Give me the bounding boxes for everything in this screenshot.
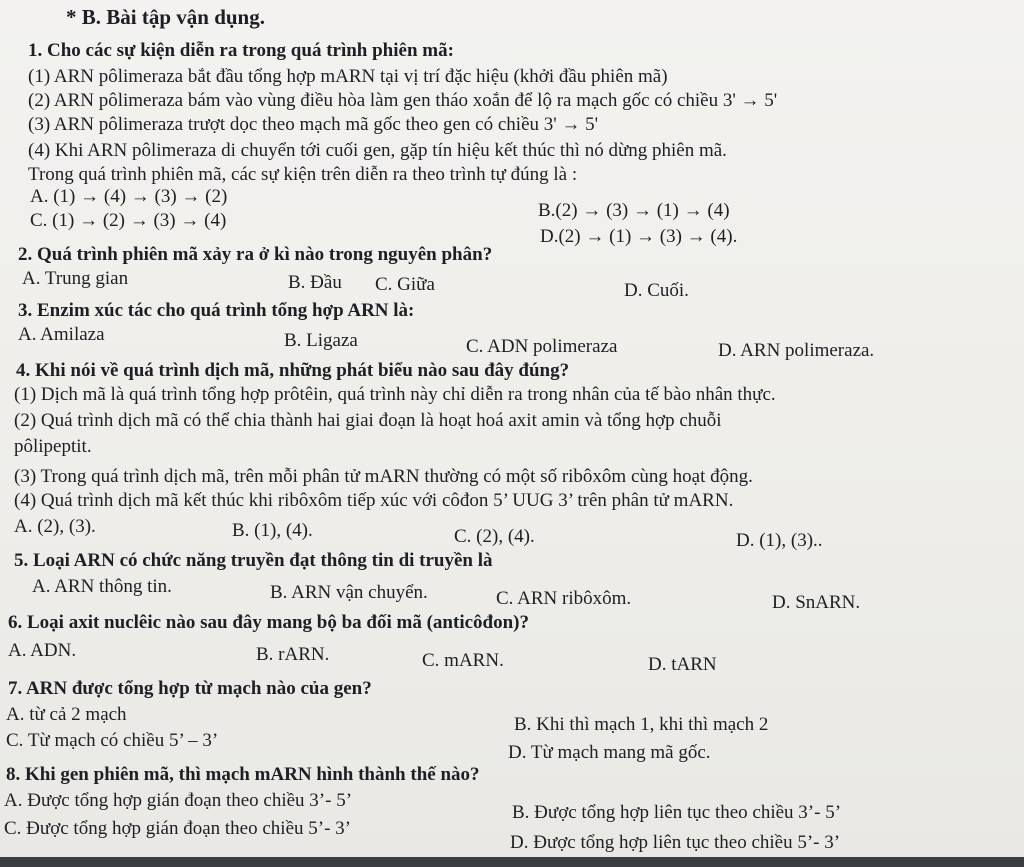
q3-option-c: C. ADN polimeraza [466, 336, 618, 357]
q7-option-d: D. Từ mạch mang mã gốc. [508, 742, 711, 763]
question-7-stem: 7. ARN được tổng hợp từ mạch nào của gen? [8, 678, 372, 699]
q4-option-a: A. (2), (3). [14, 516, 96, 537]
section-heading: * B. Bài tập vận dụng. [66, 5, 265, 29]
question-8-stem: 8. Khi gen phiên mã, thì mạch mARN hình thành thế nào? [6, 764, 480, 785]
q1-option-a: A. (1) → (4) → (3) → (2) [30, 186, 228, 207]
q6-option-b: B. rARN. [256, 644, 330, 665]
q4-option-c: C. (2), (4). [454, 526, 535, 547]
q4-option-d: D. (1), (3).. [736, 530, 823, 551]
q5-option-d: D. SnARN. [772, 592, 861, 613]
q3-option-a: A. Amilaza [18, 324, 105, 345]
q8-option-a: A. Được tổng hợp gián đoạn theo chiều 3’- 5’ [4, 790, 353, 811]
q2-option-a: A. Trung gian [22, 268, 129, 289]
q1-event-2: (2) ARN pôlimeraza bám vào vùng điều hòa làm gen tháo xoắn để lộ ra mạch gốc có chiều 3' → 5' [28, 90, 778, 111]
q6-option-c: C. mARN. [422, 650, 504, 671]
q2-option-b: B. Đầu [288, 272, 342, 293]
q5-option-c: C. ARN ribôxôm. [496, 588, 632, 609]
q4-option-b: B. (1), (4). [232, 520, 313, 541]
q1-event-4: (4) Khi ARN pôlimeraza di chuyển tới cuối gen, gặp tín hiệu kết thúc thì nó dừng phiên mã. [28, 140, 727, 161]
q1-event-1: (1) ARN pôlimeraza bắt đầu tổng hợp mARN tại vị trí đặc hiệu (khởi đầu phiên mã) [28, 66, 668, 87]
q3-option-d: D. ARN polimeraza. [718, 340, 875, 361]
q5-option-b: B. ARN vận chuyển. [270, 582, 428, 603]
q4-statement-4: (4) Quá trình dịch mã kết thúc khi ribôxôm tiếp xúc với côđon 5’ UUG 3’ trên phân tử mARN. [14, 490, 734, 511]
q1-option-b: B.(2) → (3) → (1) → (4) [538, 200, 730, 221]
q8-option-b: B. Được tổng hợp liên tục theo chiều 3’- 5’ [512, 802, 842, 823]
q1-prompt: Trong quá trình phiên mã, các sự kiện trên diễn ra theo trình tự đúng là : [28, 164, 578, 185]
q7-option-c: C. Từ mạch có chiều 5’ – 3’ [6, 730, 219, 751]
question-6-stem: 6. Loại axit nuclêic nào sau đây mang bộ ba đối mã (anticôđon)? [8, 612, 529, 633]
q7-option-b: B. Khi thì mạch 1, khi thì mạch 2 [514, 714, 769, 735]
question-3-stem: 3. Enzim xúc tác cho quá trình tổng hợp ARN là: [18, 300, 415, 321]
q3-option-b: B. Ligaza [284, 330, 358, 351]
q2-option-c: C. Giữa [375, 274, 435, 295]
q5-option-a: A. ARN thông tin. [32, 576, 172, 597]
question-1-stem: 1. Cho các sự kiện diễn ra trong quá trình phiên mã: [28, 40, 454, 61]
q6-option-a: A. ADN. [8, 640, 77, 661]
bottom-edge-bar [0, 857, 1024, 867]
q8-option-c: C. Được tổng hợp gián đoạn theo chiều 5’- 3’ [4, 818, 351, 839]
q1-event-3: (3) ARN pôlimeraza trượt dọc theo mạch mã gốc theo gen có chiều 3' → 5' [28, 114, 599, 135]
question-5-stem: 5. Loại ARN có chức năng truyền đạt thông tin di truyền là [14, 550, 493, 571]
q7-option-a: A. từ cả 2 mạch [6, 704, 127, 725]
q4-statement-2a: (2) Quá trình dịch mã có thể chia thành hai giai đoạn là hoạt hoá axit amin và tổng hợp chuỗi [14, 410, 722, 431]
q1-option-c: C. (1) → (2) → (3) → (4) [30, 210, 227, 231]
q6-option-d: D. tARN [648, 654, 717, 675]
q2-option-d: D. Cuối. [624, 280, 689, 301]
question-2-stem: 2. Quá trình phiên mã xảy ra ở kì nào trong nguyên phân? [18, 244, 493, 265]
q4-statement-1: (1) Dịch mã là quá trình tổng hợp prôtêin, quá trình này chỉ diễn ra trong nhân của tế bào nhân thực. [14, 384, 776, 405]
q1-option-d: D.(2) → (1) → (3) → (4). [540, 226, 738, 247]
q4-statement-2b: pôlipeptit. [14, 436, 92, 457]
q8-option-d: D. Được tổng hợp liên tục theo chiều 5’- 3’ [510, 832, 841, 853]
q4-statement-3: (3) Trong quá trình dịch mã, trên mỗi phân tử mARN thường có một số ribôxôm cùng hoạt động. [14, 466, 753, 487]
question-4-stem: 4. Khi nói về quá trình dịch mã, những phát biểu nào sau đây đúng? [16, 360, 570, 381]
